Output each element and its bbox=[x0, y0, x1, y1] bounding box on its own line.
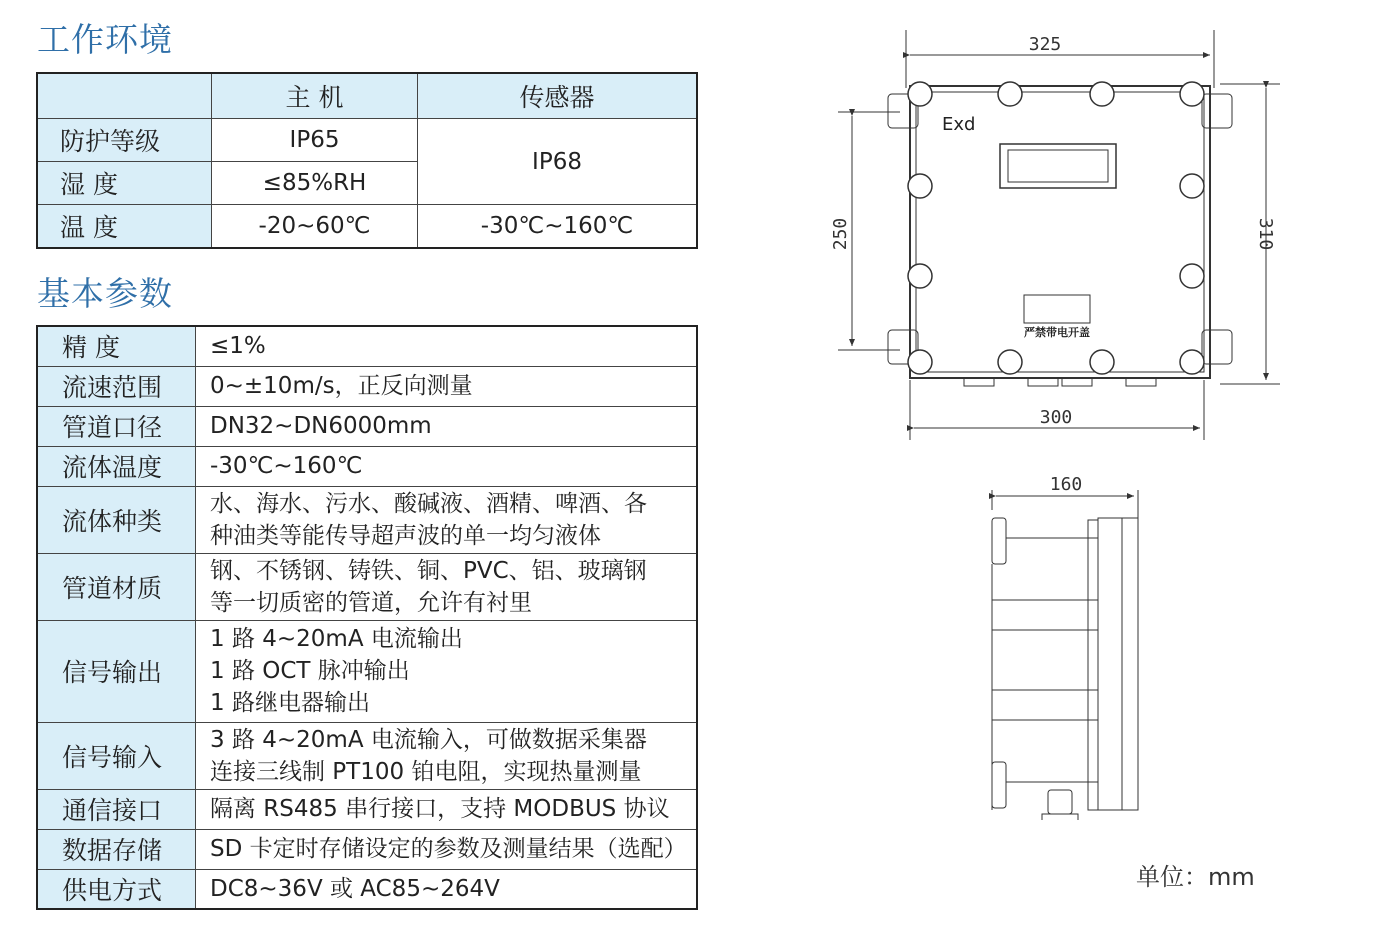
enclosure-dimension-drawing bbox=[820, 20, 1290, 820]
env-label: 防护等级 bbox=[37, 119, 212, 162]
param-label: 管道口径 bbox=[37, 406, 196, 446]
param-row bbox=[37, 553, 697, 620]
dim-left-label: 250 bbox=[830, 217, 851, 251]
param-row bbox=[37, 486, 697, 553]
param-label: 供电方式 bbox=[37, 869, 196, 909]
warning-label: 严禁带电开盖 bbox=[1024, 326, 1090, 339]
env-table bbox=[36, 72, 698, 249]
param-value-line: 连接三线制 PT100 铂电阻，实现热量测量 bbox=[210, 758, 642, 785]
env-host-value: ≤85%RH bbox=[212, 162, 418, 205]
param-label: 通信接口 bbox=[37, 789, 196, 829]
param-label: 信号输入 bbox=[37, 722, 196, 789]
basic-section-title: 基本参数 bbox=[37, 274, 173, 313]
env-sensor-ip: IP68 bbox=[418, 119, 697, 205]
param-value bbox=[196, 446, 698, 486]
param-value-line: -30℃~160℃ bbox=[210, 453, 363, 479]
param-value-line: DC8~36V 或 AC85~264V bbox=[210, 875, 500, 902]
param-value-line: 隔离 RS485 串行接口，支持 MODBUS 协议 bbox=[210, 796, 670, 822]
param-value-line: 1 路 OCT 脉冲输出 bbox=[210, 658, 410, 684]
param-label: 精 度 bbox=[37, 326, 196, 366]
param-row bbox=[37, 829, 697, 869]
param-value bbox=[196, 326, 698, 366]
param-value-line: 等一切质密的管道，允许有衬里 bbox=[210, 589, 532, 616]
param-value bbox=[196, 553, 698, 620]
dim-side-label: 160 bbox=[1049, 474, 1083, 495]
env-sensor-value: -30℃~160℃ bbox=[418, 205, 697, 249]
param-label: 信号输出 bbox=[37, 620, 196, 722]
param-value bbox=[196, 789, 698, 829]
param-value bbox=[196, 869, 698, 909]
env-header-blank bbox=[37, 73, 212, 119]
env-row bbox=[37, 205, 697, 249]
param-value-line: 1 路 4~20mA 电流输出 bbox=[210, 626, 463, 652]
env-header-row bbox=[37, 73, 697, 119]
exd-label: Exd bbox=[942, 114, 976, 135]
env-label: 温 度 bbox=[37, 205, 212, 249]
dim-right-label: 310 bbox=[1255, 217, 1276, 251]
param-value-line: 种油类等能传导超声波的单一均匀液体 bbox=[210, 522, 601, 549]
param-value-line: 钢、不锈钢、铸铁、铜、PVC、铝、玻璃钢 bbox=[210, 557, 647, 584]
basic-params-table bbox=[36, 325, 698, 910]
env-host-value: -20~60℃ bbox=[212, 205, 418, 249]
param-value-line: 3 路 4~20mA 电流输入，可做数据采集器 bbox=[210, 726, 647, 753]
env-header-host: 主 机 bbox=[212, 73, 418, 119]
param-value-line: DN32~DN6000mm bbox=[210, 413, 432, 439]
param-row bbox=[37, 366, 697, 406]
dim-bottom-label: 300 bbox=[1039, 407, 1073, 428]
param-row bbox=[37, 869, 697, 909]
param-label: 数据存储 bbox=[37, 829, 196, 869]
param-value bbox=[196, 486, 698, 553]
param-row bbox=[37, 326, 697, 366]
param-value-line: 水、海水、污水、酸碱液、酒精、啤酒、各 bbox=[210, 490, 647, 517]
env-header-sensor: 传感器 bbox=[418, 73, 697, 119]
param-value bbox=[196, 722, 698, 789]
env-row bbox=[37, 119, 697, 162]
unit-label: 单位：mm bbox=[1136, 863, 1255, 891]
param-label: 流体种类 bbox=[37, 486, 196, 553]
param-row bbox=[37, 789, 697, 829]
param-value bbox=[196, 829, 698, 869]
param-value-line: 0~±10m/s，正反向测量 bbox=[210, 373, 473, 399]
param-value bbox=[196, 406, 698, 446]
param-label: 流体温度 bbox=[37, 446, 196, 486]
env-label: 湿 度 bbox=[37, 162, 212, 205]
param-label: 管道材质 bbox=[37, 553, 196, 620]
param-value bbox=[196, 366, 698, 406]
param-row bbox=[37, 620, 697, 722]
param-value bbox=[196, 620, 698, 722]
param-label: 流速范围 bbox=[37, 366, 196, 406]
param-row bbox=[37, 446, 697, 486]
env-host-value: IP65 bbox=[212, 119, 418, 162]
env-section-title: 工作环境 bbox=[37, 20, 173, 59]
param-value-line: ≤1% bbox=[210, 333, 266, 360]
param-value-line: SD 卡定时存储设定的参数及测量结果（选配） bbox=[210, 836, 687, 862]
param-value-line: 1 路继电器输出 bbox=[210, 690, 370, 716]
dim-top-label: 325 bbox=[1028, 34, 1062, 55]
param-row bbox=[37, 722, 697, 789]
param-row bbox=[37, 406, 697, 446]
